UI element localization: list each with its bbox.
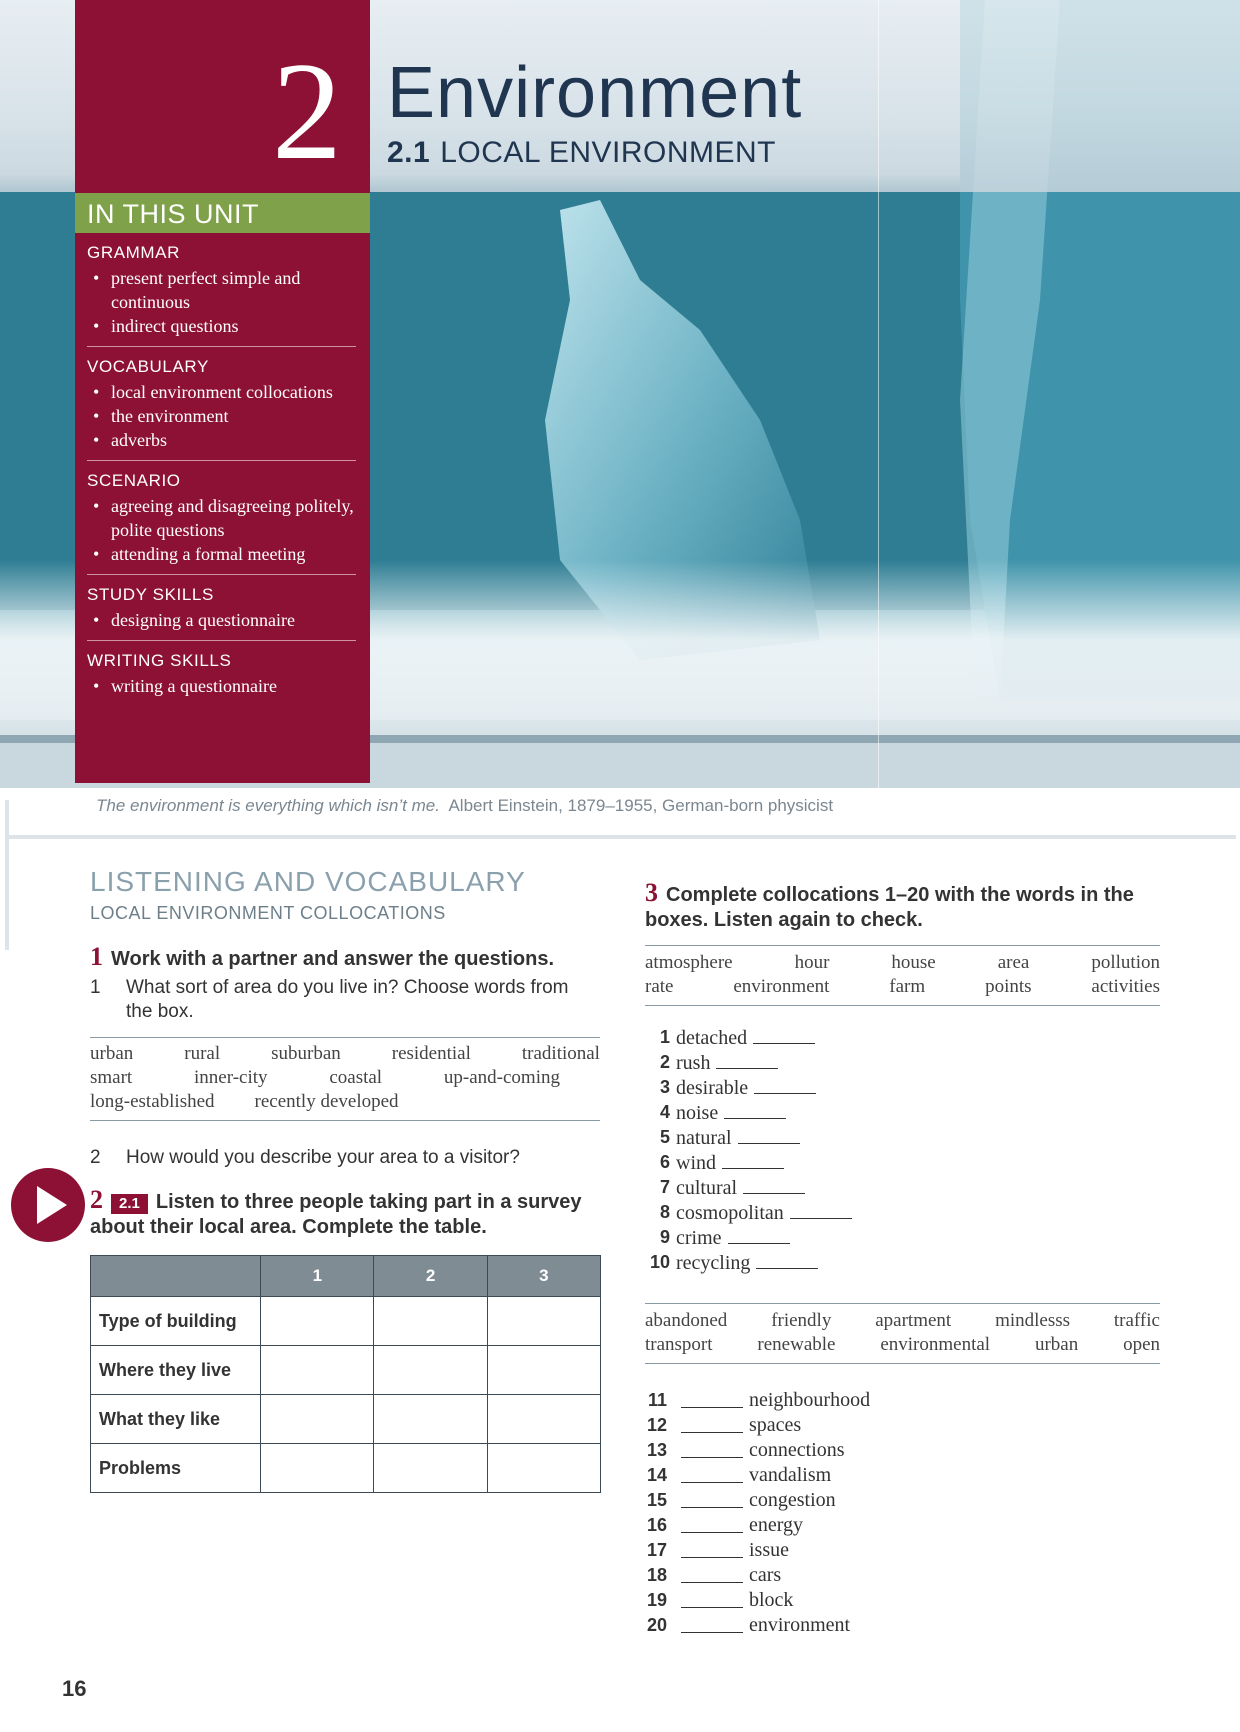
word-box-2 bbox=[645, 1303, 1160, 1364]
answer-blank[interactable] bbox=[790, 1200, 852, 1219]
word: urban bbox=[1034, 1334, 1079, 1355]
word: hour bbox=[794, 952, 830, 973]
question-text: How would you describe your area to a visitor? bbox=[126, 1147, 520, 1168]
answer-blank[interactable] bbox=[724, 1100, 786, 1119]
unit-item: • the environment bbox=[87, 404, 356, 428]
answer-cell[interactable] bbox=[487, 1444, 600, 1493]
unit-item: • local environment collocations bbox=[87, 380, 356, 404]
in-this-unit-heading: IN THIS UNIT bbox=[75, 193, 370, 233]
word: traffic bbox=[1113, 1310, 1160, 1331]
word: transport bbox=[645, 1334, 713, 1355]
word: apartment bbox=[875, 1310, 952, 1331]
word: urban bbox=[90, 1043, 134, 1064]
unit-item: • present perfect simple and continuous bbox=[87, 266, 356, 314]
word: points bbox=[985, 976, 1032, 997]
list-item: 10 recycling bbox=[640, 1250, 940, 1275]
word: smart bbox=[90, 1067, 133, 1088]
word-row bbox=[645, 1309, 1160, 1333]
chapter-number: 2 bbox=[272, 34, 342, 189]
answer-blank[interactable] bbox=[738, 1125, 800, 1144]
answer-blank[interactable] bbox=[681, 1488, 743, 1508]
answer-blank[interactable] bbox=[681, 1438, 743, 1458]
chapter-subtitle bbox=[387, 136, 776, 170]
answer-cell[interactable] bbox=[374, 1444, 487, 1493]
unit-section-vocabulary bbox=[87, 347, 356, 461]
chapter-number-box bbox=[75, 0, 370, 193]
word-row bbox=[645, 975, 1160, 999]
answer-blank[interactable] bbox=[681, 1513, 743, 1533]
table-row bbox=[91, 1346, 601, 1395]
answer-cell[interactable] bbox=[487, 1395, 600, 1444]
page-number: 16 bbox=[62, 1676, 87, 1701]
row-label: What they like bbox=[91, 1395, 261, 1444]
unit-section-title: SCENARIO bbox=[87, 471, 181, 490]
word: rate bbox=[645, 976, 674, 997]
word-row bbox=[90, 1090, 600, 1114]
answer-blank[interactable] bbox=[743, 1175, 805, 1194]
word: area bbox=[997, 952, 1030, 973]
margin-tab bbox=[5, 800, 9, 950]
list-item: 11 neighbourhood bbox=[647, 1389, 871, 1411]
word: environmental bbox=[880, 1334, 991, 1355]
row-label: Problems bbox=[91, 1444, 261, 1493]
quote-attribution: Albert Einstein, 1879–1955, German-born physicist bbox=[448, 796, 834, 815]
table-header-cell: 3 bbox=[487, 1256, 600, 1297]
unit-section-study-skills bbox=[87, 575, 356, 641]
answer-blank[interactable] bbox=[728, 1225, 790, 1244]
answer-blank[interactable] bbox=[681, 1563, 743, 1583]
unit-item: • indirect questions bbox=[87, 314, 356, 338]
exercise-2-heading bbox=[90, 1187, 600, 1240]
list-item: 6 wind bbox=[640, 1150, 940, 1175]
word: up-and-coming bbox=[443, 1067, 560, 1088]
table-header-row bbox=[91, 1256, 601, 1297]
word: abandoned bbox=[645, 1310, 728, 1331]
list-item: 1 detached bbox=[640, 1025, 940, 1050]
word: friendly bbox=[771, 1310, 832, 1331]
question-1 bbox=[90, 976, 600, 1024]
answer-cell[interactable] bbox=[374, 1346, 487, 1395]
word: residential bbox=[391, 1043, 471, 1064]
list-item: 2 rush bbox=[640, 1050, 940, 1075]
unit-section-title: VOCABULARY bbox=[87, 357, 209, 376]
answer-blank[interactable] bbox=[681, 1463, 743, 1483]
unit-item: • adverbs bbox=[87, 428, 356, 452]
unit-section-grammar bbox=[87, 233, 356, 347]
answer-cell[interactable] bbox=[374, 1395, 487, 1444]
unit-section-title: GRAMMAR bbox=[87, 243, 180, 262]
quote-text: The environment is everything which isn’t me. bbox=[96, 796, 440, 815]
unit-section-title: STUDY SKILLS bbox=[87, 585, 214, 604]
list-item: 9 crime bbox=[640, 1225, 940, 1250]
list-item: 16 energy bbox=[646, 1514, 804, 1536]
question-number: 1 bbox=[90, 977, 101, 998]
question-number: 2 bbox=[90, 1147, 101, 1168]
answer-cell[interactable] bbox=[487, 1297, 600, 1346]
word-row bbox=[90, 1042, 600, 1066]
answer-blank[interactable] bbox=[681, 1388, 743, 1408]
exercise-1-instruction: Work with a partner and answer the questions. bbox=[111, 948, 555, 970]
table-row bbox=[91, 1444, 601, 1493]
word-row bbox=[645, 951, 1160, 975]
answer-blank[interactable] bbox=[756, 1250, 818, 1269]
audio-track-badge[interactable]: 2.1 bbox=[111, 1194, 148, 1214]
word: coastal bbox=[329, 1067, 383, 1088]
word: mindlesss bbox=[995, 1310, 1071, 1331]
question-text: What sort of area do you live in? Choose words from the box. bbox=[126, 977, 569, 1022]
list-item: 20 environment bbox=[646, 1614, 851, 1636]
table-header-cell: 1 bbox=[261, 1256, 374, 1297]
unit-item: • agreeing and disagreeing politely, polite questions bbox=[87, 494, 356, 542]
subtitle-text: LOCAL ENVIRONMENT bbox=[440, 136, 776, 169]
list-item: 12 spaces bbox=[646, 1414, 802, 1436]
list-item: 19 block bbox=[646, 1589, 794, 1611]
answer-cell[interactable] bbox=[261, 1297, 374, 1346]
answer-blank[interactable] bbox=[716, 1050, 778, 1069]
word-row bbox=[90, 1066, 560, 1090]
exercise-number: 2 bbox=[90, 1185, 103, 1214]
row-label: Type of building bbox=[91, 1297, 261, 1346]
section-title: LISTENING AND VOCABULARY bbox=[90, 866, 526, 897]
list-item: 17 issue bbox=[646, 1539, 789, 1561]
chapter-title: Environment bbox=[387, 53, 803, 133]
answer-blank[interactable] bbox=[681, 1538, 743, 1558]
exercise-number: 3 bbox=[645, 878, 658, 907]
survey-table bbox=[90, 1255, 601, 1493]
unit-item: • designing a questionnaire bbox=[87, 608, 356, 632]
word: long-established bbox=[90, 1091, 215, 1112]
section-subtitle: LOCAL ENVIRONMENT COLLOCATIONS bbox=[90, 903, 446, 923]
word: inner-city bbox=[194, 1067, 268, 1088]
word: pollution bbox=[1091, 952, 1160, 973]
word-box-area-types bbox=[90, 1037, 600, 1121]
quote bbox=[96, 796, 833, 816]
table-row bbox=[91, 1297, 601, 1346]
unit-section-title: WRITING SKILLS bbox=[87, 651, 232, 670]
unit-section-scenario bbox=[87, 461, 356, 575]
list-item: 18 cars bbox=[646, 1564, 782, 1586]
unit-section-writing-skills bbox=[87, 641, 356, 706]
answer-cell[interactable] bbox=[487, 1346, 600, 1395]
answer-cell[interactable] bbox=[261, 1395, 374, 1444]
list-item: 5 natural bbox=[640, 1125, 940, 1150]
word: renewable bbox=[757, 1334, 836, 1355]
question-2 bbox=[90, 1147, 600, 1169]
exercise-1-heading bbox=[90, 942, 600, 972]
answer-blank[interactable] bbox=[722, 1150, 784, 1169]
word: recently developed bbox=[254, 1091, 399, 1112]
exercise-3-heading bbox=[645, 880, 1155, 933]
list-item: 14 vandalism bbox=[646, 1464, 832, 1486]
exercise-2-instruction: Listen to three people taking part in a survey about their local area. Complete the table. bbox=[90, 1191, 582, 1238]
table-row bbox=[91, 1395, 601, 1444]
word-box-1 bbox=[645, 945, 1160, 1006]
exercise-3-instruction: Complete collocations 1–20 with the words in the boxes. Listen again to check. bbox=[645, 884, 1134, 931]
answer-cell[interactable] bbox=[374, 1297, 487, 1346]
word: atmosphere bbox=[645, 952, 733, 973]
divider bbox=[8, 835, 1236, 839]
answer-cell[interactable] bbox=[261, 1346, 374, 1395]
answer-blank[interactable] bbox=[681, 1413, 743, 1433]
word: rural bbox=[184, 1043, 221, 1064]
word: suburban bbox=[271, 1043, 341, 1064]
list-item: 3 desirable bbox=[640, 1075, 940, 1100]
answer-blank[interactable] bbox=[753, 1025, 815, 1044]
answer-blank[interactable] bbox=[681, 1613, 743, 1633]
answer-blank[interactable] bbox=[754, 1075, 816, 1094]
word: open bbox=[1123, 1334, 1160, 1355]
exercise-number: 1 bbox=[90, 942, 103, 971]
in-this-unit-panel bbox=[75, 193, 370, 783]
table-header-cell: 2 bbox=[374, 1256, 487, 1297]
list-item: 4 noise bbox=[640, 1100, 940, 1125]
word: activities bbox=[1091, 976, 1160, 997]
answer-cell[interactable] bbox=[261, 1444, 374, 1493]
unit-item: • attending a formal meeting bbox=[87, 542, 356, 566]
word: environment bbox=[733, 976, 830, 997]
word: house bbox=[891, 952, 936, 973]
list-item: 15 congestion bbox=[646, 1489, 836, 1511]
collocation-list-11-20 bbox=[645, 1388, 965, 1638]
word: farm bbox=[889, 976, 926, 997]
subtitle-number: 2.1 bbox=[387, 136, 431, 169]
row-label: Where they live bbox=[91, 1346, 261, 1395]
unit-item: • writing a questionnaire bbox=[87, 674, 356, 698]
list-item: 7 cultural bbox=[640, 1175, 940, 1200]
list-item: 8 cosmopolitan bbox=[640, 1200, 940, 1225]
word: traditional bbox=[521, 1043, 600, 1064]
play-audio-icon[interactable] bbox=[11, 1168, 85, 1242]
collocation-list-1-10 bbox=[640, 1025, 940, 1275]
answer-blank[interactable] bbox=[681, 1588, 743, 1608]
list-item: 13 connections bbox=[646, 1439, 845, 1461]
table-header-cell bbox=[91, 1256, 261, 1297]
word-row bbox=[645, 1333, 1160, 1357]
